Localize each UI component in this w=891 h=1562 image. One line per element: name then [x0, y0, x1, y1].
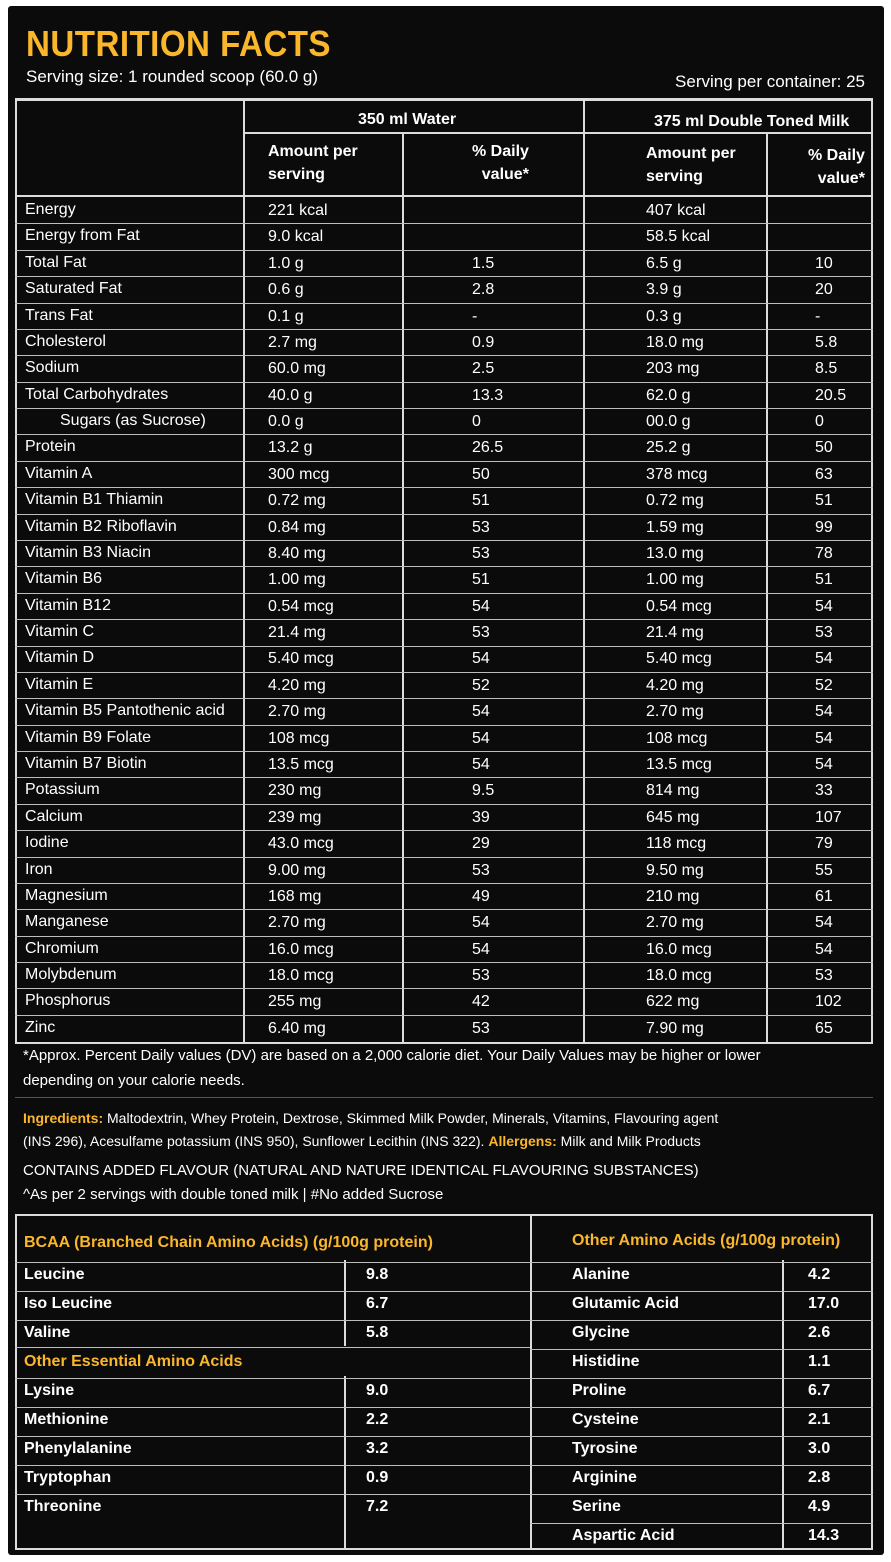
water-daily-value: 54 [472, 914, 490, 932]
nutrient-name: Trans Fat [25, 306, 93, 324]
row-divider [15, 909, 873, 910]
row-divider [15, 461, 873, 462]
nutrient-name: Vitamin B2 Riboflavin [25, 517, 177, 535]
water-amount: 8.40 mg [268, 544, 326, 562]
milk-daily-value: 20.5 [815, 386, 847, 404]
milk-daily-value: 102 [815, 993, 842, 1011]
milk-daily-value: 54 [815, 703, 833, 721]
milk-daily-value: 54 [815, 914, 833, 932]
nutrient-name: Vitamin B6 [25, 570, 103, 588]
bcaa-value: 6.7 [366, 1295, 389, 1312]
milk-amount: 58.5 kcal [646, 228, 711, 246]
nutrient-name: Energy from Fat [25, 227, 140, 245]
milk-amount: 7.90 mg [646, 1019, 704, 1037]
essential-value: 7.2 [366, 1498, 389, 1515]
milk-daily-value: - [815, 307, 821, 325]
other-amino-name: Alanine [572, 1266, 630, 1283]
water-amount: 2.70 mg [268, 703, 326, 721]
essential-value: 0.9 [366, 1469, 389, 1486]
milk-amount: 118 mcg [646, 835, 707, 853]
water-amount: 255 mg [268, 993, 322, 1011]
amino-top-border [15, 1214, 873, 1216]
nutrient-name: Cholesterol [25, 332, 106, 350]
essential-name: Methionine [24, 1411, 109, 1428]
milk-daily-value: 55 [815, 861, 833, 879]
milk-daily-value: 107 [815, 808, 842, 826]
water-daily-value: 29 [472, 835, 490, 853]
nutrient-name: Vitamin B1 Thiamin [25, 491, 164, 509]
water-amount: 300 mcg [268, 465, 330, 483]
water-amount: 16.0 mcg [268, 940, 334, 958]
other-amino-title: Other Amino Acids (g/100g protein) [572, 1232, 841, 1249]
row-divider [15, 751, 873, 752]
milk-daily-value: 20 [815, 281, 833, 299]
row-divider [15, 1015, 873, 1016]
group-header-water: 350 ml Water [358, 111, 457, 128]
other-amino-value: 4.2 [808, 1266, 831, 1283]
milk-daily-value: 54 [815, 940, 833, 958]
water-daily-value: 52 [472, 676, 490, 694]
other-amino-row-divider [530, 1262, 873, 1263]
milk-daily-value: 53 [815, 624, 833, 642]
col-amount-milk: Amount per serving [646, 145, 736, 185]
milk-amount: 13.5 mcg [646, 755, 712, 773]
milk-amount: 0.3 g [646, 307, 682, 325]
other-amino-row-divider [530, 1349, 873, 1350]
bcaa-name: Valine [24, 1324, 71, 1341]
milk-amount: 16.0 mcg [646, 940, 712, 958]
nutrient-name: Protein [25, 438, 76, 456]
water-amount: 0.0 g [268, 413, 304, 431]
nutrient-name: Manganese [25, 913, 109, 931]
water-amount: 168 mg [268, 887, 322, 905]
milk-amount: 9.50 mg [646, 861, 704, 879]
serving-note: ^As per 2 servings with double toned milk | #No added Sucrose [23, 1186, 444, 1203]
essential-value: 9.0 [366, 1382, 389, 1399]
other-amino-name: Tyrosine [572, 1440, 638, 1457]
row-divider [15, 646, 873, 647]
milk-amount: 2.70 mg [646, 914, 704, 932]
essential-title: Other Essential Amino Acids [24, 1353, 243, 1370]
nutrient-name: Sodium [25, 359, 80, 377]
water-amount: 4.20 mg [268, 676, 326, 694]
milk-daily-value: 5.8 [815, 333, 838, 351]
water-amount: 13.5 mcg [268, 755, 334, 773]
milk-amount: 1.00 mg [646, 571, 704, 589]
milk-daily-value: 54 [815, 597, 833, 615]
nutrient-name: Vitamin B7 Biotin [25, 754, 147, 772]
water-daily-value: 42 [472, 993, 490, 1011]
other-amino-name: Serine [572, 1498, 621, 1515]
row-divider [15, 355, 873, 356]
milk-daily-value: 10 [815, 254, 833, 272]
milk-amount: 407 kcal [646, 202, 706, 219]
water-amount: 13.2 g [268, 439, 313, 457]
milk-daily-value: 54 [815, 650, 833, 668]
row-divider [15, 804, 873, 805]
other-amino-value: 2.8 [808, 1469, 831, 1486]
water-amount: 21.4 mg [268, 624, 326, 642]
nutrient-name: Total Carbohydrates [25, 385, 169, 403]
water-amount: 0.6 g [268, 281, 304, 299]
milk-daily-value: 51 [815, 571, 833, 589]
other-amino-name: Proline [572, 1382, 627, 1399]
essential-row-divider [15, 1378, 530, 1379]
essential-value-divider [344, 1376, 346, 1550]
row-divider [15, 777, 873, 778]
essential-value: 2.2 [366, 1411, 389, 1428]
nutrient-name: Energy [25, 201, 76, 218]
other-value-divider [782, 1260, 784, 1550]
milk-amount: 645 mg [646, 808, 700, 826]
essential-row-divider [15, 1407, 530, 1408]
row-divider [15, 276, 873, 277]
table-top-border [15, 98, 873, 101]
nutrient-name: Vitamin B12 [25, 596, 111, 614]
milk-amount: 1.59 mg [646, 518, 704, 536]
milk-daily-value: 79 [815, 835, 833, 853]
water-amount: 5.40 mcg [268, 650, 334, 668]
servings-per-container: Serving per container: 25 [675, 72, 865, 91]
milk-amount: 203 mg [646, 360, 700, 378]
water-amount: 239 mg [268, 808, 322, 826]
row-divider [15, 540, 873, 541]
milk-daily-value: 78 [815, 544, 833, 562]
col-dv-water: % Daily value* [472, 143, 529, 183]
water-daily-value: 49 [472, 887, 490, 905]
bcaa-value: 5.8 [366, 1324, 389, 1341]
row-divider [15, 725, 873, 726]
row-divider [15, 962, 873, 963]
col-divider-3 [583, 98, 585, 1044]
milk-amount: 4.20 mg [646, 676, 704, 694]
page-title: NUTRITION FACTS [26, 23, 331, 64]
water-daily-value: 1.5 [472, 254, 495, 272]
water-daily-value: 54 [472, 940, 490, 958]
water-amount: 60.0 mg [268, 360, 326, 378]
water-daily-value: 53 [472, 518, 490, 536]
nutrient-name: Vitamin B3 Niacin [25, 543, 151, 561]
nutrient-name: Total Fat [25, 253, 87, 271]
other-amino-value: 6.7 [808, 1382, 831, 1399]
row-divider [15, 514, 873, 515]
milk-daily-value: 52 [815, 676, 833, 694]
table-right-border [871, 98, 873, 1044]
essential-name: Lysine [24, 1382, 75, 1399]
other-amino-name: Glutamic Acid [572, 1295, 679, 1312]
milk-amount: 2.70 mg [646, 703, 704, 721]
nutrient-name: Zinc [25, 1018, 56, 1036]
bcaa-row-divider [15, 1320, 530, 1321]
nutrient-name: Vitamin A [25, 464, 93, 482]
footnote-line-2: depending on your calorie needs. [23, 1072, 245, 1089]
bcaa-value-divider [344, 1260, 346, 1346]
col-amount-water: Amount per serving [268, 143, 358, 183]
water-daily-value: 2.8 [472, 281, 495, 299]
nutrient-name: Vitamin C [25, 623, 95, 641]
nutrient-name: Molybdenum [25, 966, 117, 984]
water-amount: 18.0 mcg [268, 967, 334, 985]
row-divider [15, 303, 873, 304]
group-header-milk: 375 ml Double Toned Milk [654, 113, 850, 130]
water-amount: 0.72 mg [268, 492, 326, 510]
water-daily-value: 39 [472, 808, 490, 826]
amino-left-border [15, 1214, 17, 1550]
milk-amount: 814 mg [646, 782, 700, 800]
nutrient-name: Vitamin B9 Folate [25, 728, 151, 746]
row-divider [15, 619, 873, 620]
water-daily-value: 53 [472, 861, 490, 879]
col-divider-2 [402, 132, 404, 1044]
water-amount: 230 mg [268, 782, 322, 800]
milk-daily-value: 50 [815, 439, 833, 457]
water-daily-value: 54 [472, 729, 490, 747]
essential-title-divider [15, 1347, 530, 1348]
bcaa-name: Iso Leucine [24, 1295, 113, 1312]
footnote-line-1: *Approx. Percent Daily values (DV) are based on a 2,000 calorie diet. Your Daily Values may be higher or lower [23, 1047, 761, 1064]
milk-daily-value: 33 [815, 782, 833, 800]
milk-amount: 622 mg [646, 993, 700, 1011]
milk-amount: 0.72 mg [646, 492, 704, 510]
row-divider [15, 566, 873, 567]
other-amino-name: Cysteine [572, 1411, 639, 1428]
milk-amount: 25.2 g [646, 439, 691, 457]
other-amino-row-divider [530, 1494, 873, 1495]
milk-daily-value: 65 [815, 1019, 833, 1037]
row-divider [15, 936, 873, 937]
other-amino-row-divider [530, 1320, 873, 1321]
essential-row-divider [15, 1436, 530, 1437]
other-amino-value: 3.0 [808, 1440, 831, 1457]
milk-amount: 378 mcg [646, 465, 708, 483]
water-amount: 1.0 g [268, 254, 304, 272]
row-divider [15, 329, 873, 330]
col-divider-4 [766, 132, 768, 1044]
row-divider [15, 250, 873, 251]
col-divider-1 [243, 98, 245, 1044]
milk-amount: 3.9 g [646, 281, 682, 299]
table-left-border [15, 98, 17, 1044]
serving-size: Serving size: 1 rounded scoop (60.0 g) [26, 67, 319, 86]
nutrient-name: Magnesium [25, 886, 108, 904]
water-daily-value: 26.5 [472, 439, 504, 457]
water-daily-value: 51 [472, 571, 490, 589]
other-amino-value: 17.0 [808, 1295, 840, 1312]
milk-amount: 108 mcg [646, 729, 708, 747]
water-amount: 9.0 kcal [268, 228, 324, 246]
water-daily-value: 54 [472, 650, 490, 668]
milk-daily-value: 8.5 [815, 360, 838, 378]
water-amount: 40.0 g [268, 386, 313, 404]
column-header-divider [15, 195, 873, 197]
row-divider [15, 988, 873, 989]
water-daily-value: 54 [472, 703, 490, 721]
water-daily-value: 2.5 [472, 360, 495, 378]
footnote-divider [15, 1097, 873, 1098]
row-divider [15, 883, 873, 884]
ingredients-text-2: (INS 296), Acesulfame potassium (INS 950), Sunflower Lecithin (INS 322). [23, 1133, 489, 1149]
water-amount: 9.00 mg [268, 861, 326, 879]
milk-daily-value: 54 [815, 729, 833, 747]
bcaa-name: Leucine [24, 1266, 85, 1283]
essential-name: Threonine [24, 1498, 102, 1515]
other-amino-value: 14.3 [808, 1527, 840, 1544]
nutrient-name: Saturated Fat [25, 280, 122, 298]
milk-amount: 0.54 mcg [646, 597, 712, 615]
other-amino-name: Aspartic Acid [572, 1527, 675, 1544]
milk-daily-value: 99 [815, 518, 833, 536]
water-amount: 6.40 mg [268, 1019, 326, 1037]
amino-middle-divider [530, 1214, 532, 1550]
milk-amount: 18.0 mcg [646, 967, 712, 985]
allergens-text: Milk and Milk Products [556, 1133, 701, 1149]
ingredients-text-1: Maltodextrin, Whey Protein, Dextrose, Skimmed Milk Powder, Minerals, Vitamins, Flavouring agent [103, 1110, 719, 1126]
nutrient-name: Vitamin B5 Pantothenic acid [25, 702, 225, 720]
bcaa-row-divider [15, 1291, 530, 1292]
nutrient-name: Potassium [25, 781, 100, 799]
row-divider [15, 698, 873, 699]
other-amino-value: 2.1 [808, 1411, 831, 1428]
milk-amount: 210 mg [646, 887, 700, 905]
milk-amount: 21.4 mg [646, 624, 704, 642]
milk-amount: 6.5 g [646, 254, 682, 272]
row-divider [15, 830, 873, 831]
water-daily-value: 53 [472, 1019, 490, 1037]
water-amount: 1.00 mg [268, 571, 326, 589]
water-amount: 0.84 mg [268, 518, 326, 536]
water-daily-value: 13.3 [472, 386, 504, 404]
water-amount: 221 kcal [268, 202, 328, 219]
row-divider [15, 487, 873, 488]
table-bottom-border [15, 1042, 873, 1044]
other-amino-name: Arginine [572, 1469, 637, 1486]
water-daily-value: 0 [472, 413, 481, 431]
nutrient-name: Phosphorus [25, 992, 111, 1010]
other-amino-value: 2.6 [808, 1324, 831, 1341]
ingredients-label: Ingredients: [23, 1110, 104, 1126]
ingredients-line-1 [23, 1110, 718, 1126]
water-daily-value: 50 [472, 465, 490, 483]
other-amino-name: Glycine [572, 1324, 630, 1341]
allergens-label: Allergens: [488, 1133, 557, 1149]
water-daily-value: 9.5 [472, 782, 495, 800]
water-daily-value: - [472, 307, 478, 325]
other-amino-row-divider [530, 1465, 873, 1466]
water-amount: 2.7 mg [268, 333, 317, 351]
water-daily-value: 0.9 [472, 333, 495, 351]
nutrient-name: Calcium [25, 807, 83, 825]
water-daily-value: 53 [472, 544, 490, 562]
milk-daily-value: 61 [815, 887, 833, 905]
milk-amount: 62.0 g [646, 386, 691, 404]
milk-daily-value: 63 [815, 465, 833, 483]
other-amino-value: 1.1 [808, 1353, 831, 1370]
water-daily-value: 53 [472, 967, 490, 985]
other-amino-name: Histidine [572, 1353, 640, 1370]
bcaa-value: 9.8 [366, 1266, 389, 1283]
flavour-statement: CONTAINS ADDED FLAVOUR (NATURAL AND NATURE IDENTICAL FLAVOURING SUBSTANCES) [23, 1162, 699, 1179]
row-divider [15, 408, 873, 409]
essential-name: Tryptophan [24, 1469, 112, 1486]
milk-daily-value: 51 [815, 492, 833, 510]
other-amino-row-divider [530, 1291, 873, 1292]
milk-amount: 5.40 mcg [646, 650, 712, 668]
essential-row-divider [15, 1465, 530, 1466]
nutrient-name: Chromium [25, 939, 99, 957]
milk-amount: 00.0 g [646, 413, 691, 431]
nutrient-name: Sugars (as Sucrose) [60, 412, 206, 430]
water-daily-value: 51 [472, 492, 490, 510]
milk-daily-value: 54 [815, 755, 833, 773]
col-dv-milk: % Daily value* [808, 147, 865, 187]
water-amount: 2.70 mg [268, 914, 326, 932]
nutrient-name: Vitamin D [25, 649, 95, 667]
essential-value: 3.2 [366, 1440, 389, 1457]
water-daily-value: 53 [472, 624, 490, 642]
nutrient-name: Vitamin E [25, 675, 94, 693]
essential-name: Phenylalanine [24, 1440, 132, 1457]
water-amount: 108 mcg [268, 729, 330, 747]
amino-bottom-border [15, 1548, 873, 1550]
milk-daily-value: 53 [815, 967, 833, 985]
row-divider [15, 434, 873, 435]
nutrient-name: Iodine [25, 834, 69, 852]
nutrient-name: Iron [25, 860, 53, 878]
water-amount: 43.0 mcg [268, 835, 334, 853]
row-divider [15, 382, 873, 383]
other-amino-row-divider [530, 1378, 873, 1379]
milk-daily-value: 0 [815, 413, 824, 431]
other-amino-row-divider [530, 1436, 873, 1437]
row-divider [15, 223, 873, 224]
other-amino-row-divider [530, 1407, 873, 1408]
water-amount: 0.1 g [268, 307, 304, 325]
bcaa-title: BCAA (Branched Chain Amino Acids) (g/100g protein) [24, 1234, 433, 1251]
ingredients-line-2 [23, 1133, 701, 1149]
row-divider [15, 857, 873, 858]
essential-row-divider [15, 1494, 530, 1495]
water-daily-value: 54 [472, 597, 490, 615]
other-amino-row-divider [530, 1523, 873, 1524]
water-amount: 0.54 mcg [268, 597, 334, 615]
row-divider [15, 593, 873, 594]
milk-amount: 18.0 mg [646, 333, 704, 351]
water-daily-value: 54 [472, 755, 490, 773]
bcaa-row-divider [15, 1262, 530, 1263]
other-amino-value: 4.9 [808, 1498, 831, 1515]
amino-right-border [871, 1214, 873, 1550]
milk-amount: 13.0 mg [646, 544, 704, 562]
row-divider [15, 672, 873, 673]
